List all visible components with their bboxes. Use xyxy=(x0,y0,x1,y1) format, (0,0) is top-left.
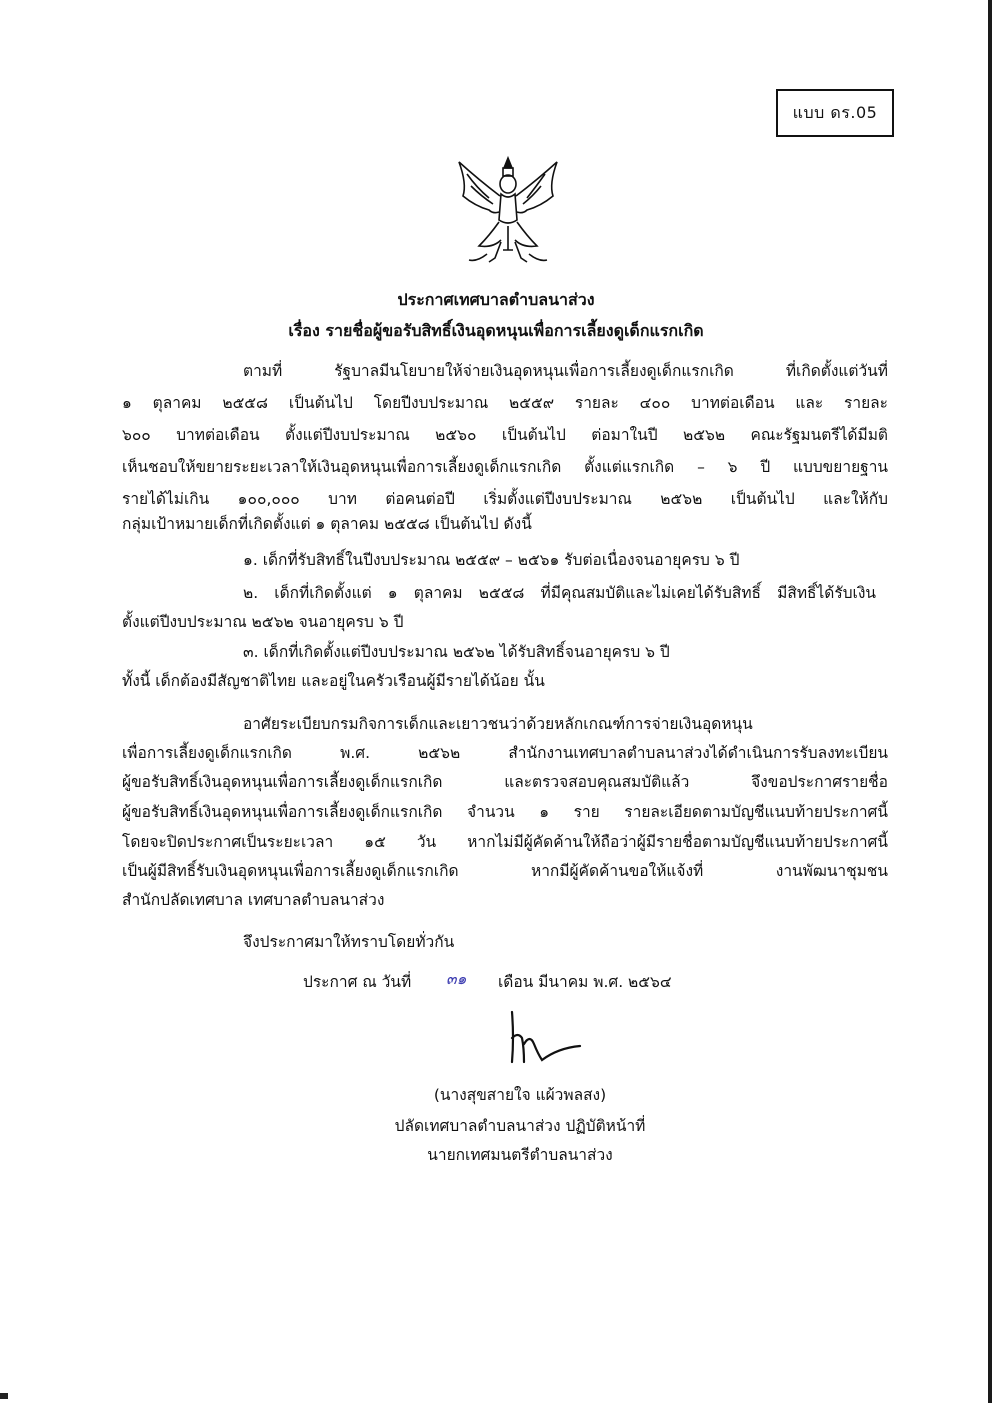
scan-mark xyxy=(0,1393,8,1399)
paragraph-line: เป็นผู้มีสิทธิ์รับเงินอุดหนุนเพื่อการเลี้ยงดูเด็กแรกเกิด หากมีผู้คัดค้านขอให้แจ้งที่ งานพัฒนาชุมชน xyxy=(122,862,888,880)
announcement-subject: เรื่อง รายชื่อผู้ขอรับสิทธิ์เงินอุดหนุนเพื่อการเลี้ยงดูเด็กแรกเกิด xyxy=(288,321,704,340)
paragraph-line: ผู้ขอรับสิทธิ์เงินอุดหนุนเพื่อการเลี้ยงดูเด็กแรกเกิด จำนวน ๑ ราย รายละเอียดตามบัญชีแนบท้ายประกาศนี้ xyxy=(122,803,888,821)
form-code-box xyxy=(776,89,894,137)
garuda-emblem-icon xyxy=(449,150,567,270)
form-code: แบบ ดร.05 xyxy=(792,102,878,122)
signatory-name: (นางสุขสายใจ แผ้วพลสง) xyxy=(433,1086,607,1104)
condition-note: ทั้งนี้ เด็กต้องมีสัญชาติไทย และอยู่ในครัวเรือนผู้มีรายได้น้อย นั้น xyxy=(122,672,545,690)
signature xyxy=(502,1008,582,1066)
list-item: ๑. เด็กที่รับสิทธิ์ในปีงบประมาณ ๒๕๕๙ – ๒๕๖๑ รับต่อเนื่องจนอายุครบ ๖ ปี xyxy=(243,551,740,569)
list-item: ๒. เด็กที่เกิดตั้งแต่ ๑ ตุลาคม ๒๕๕๘ ที่มีคุณสมบัติและไม่เคยได้รับสิทธิ์ มีสิทธิ์ได้รับเงิน xyxy=(243,584,876,602)
closing-line: จึงประกาศมาให้ทราบโดยทั่วกัน xyxy=(243,933,455,951)
paragraph-line: เห็นชอบให้ขยายระยะเวลาให้เงินอุดหนุนเพื่อการเลี้ยงดูเด็กแรกเกิด ตั้งแต่แรกเกิด – ๖ ปี แบบขยายฐาน xyxy=(122,458,888,476)
list-item-continuation: ตั้งแต่ปีงบประมาณ ๒๕๖๒ จนอายุครบ ๖ ปี xyxy=(122,613,404,631)
list-item: ๓. เด็กที่เกิดตั้งแต่ปีงบประมาณ ๒๕๖๒ ได้รับสิทธิ์จนอายุครบ ๖ ปี xyxy=(243,643,670,661)
paragraph-line: โดยจะปิดประกาศเป็นระยะเวลา ๑๕ วัน หากไม่มีผู้คัดค้านให้ถือว่าผู้มีรายชื่อตามบัญชีแนบท้ายประกาศนี้ xyxy=(122,833,888,851)
paragraph-line: รายได้ไม่เกิน ๑๐๐,๐๐๐ บาท ต่อคนต่อปี เริ่มตั้งแต่ปีงบประมาณ ๒๕๖๒ เป็นต้นไป และให้กับ xyxy=(122,490,888,508)
date-prefix: ประกาศ ณ วันที่ xyxy=(303,973,412,991)
scan-edge xyxy=(988,0,992,1403)
date-month-year: เดือน มีนาคม พ.ศ. ๒๕๖๔ xyxy=(498,973,672,991)
paragraph-line: ๖๐๐ บาทต่อเดือน ตั้งแต่ปีงบประมาณ ๒๕๖๐ เป็นต้นไป ต่อมาในปี ๒๕๖๒ คณะรัฐมนตรีได้มีมติ xyxy=(122,426,888,444)
paragraph-line: อาศัยระเบียบกรมกิจการเด็กและเยาวชนว่าด้วยหลักเกณฑ์การจ่ายเงินอุดหนุน xyxy=(243,715,753,733)
paragraph-line: เพื่อการเลี้ยงดูเด็กแรกเกิด พ.ศ. ๒๕๖๒ สำนักงานเทศบาลตำบลนาส่วงได้ดำเนินการรับลงทะเบียน xyxy=(122,744,888,762)
paragraph-line: สำนักปลัดเทศบาล เทศบาลตำบลนาส่วง xyxy=(122,891,385,909)
signatory-position: ปลัดเทศบาลตำบลนาส่วง ปฏิบัติหน้าที่ xyxy=(394,1117,646,1135)
paragraph-line: ตามที่ รัฐบาลมีนโยบายให้จ่ายเงินอุดหนุนเพื่อการเลี้ยงดูเด็กแรกเกิด ที่เกิดตั้งแต่วันที่ xyxy=(243,362,888,380)
paragraph-line: ๑ ตุลาคม ๒๕๕๘ เป็นต้นไป โดยปีงบประมาณ ๒๕๕๙ รายละ ๔๐๐ บาทต่อเดือน และ รายละ xyxy=(122,394,888,412)
date-day: ๓๑ xyxy=(446,970,467,988)
paragraph-line: ผู้ขอรับสิทธิ์เงินอุดหนุนเพื่อการเลี้ยงดูเด็กแรกเกิด และตรวจสอบคุณสมบัติแล้ว จึงขอประกาศรายชื่อ xyxy=(122,773,888,791)
signatory-position-acting: นายกเทศมนตรีตำบลนาส่วง xyxy=(427,1146,613,1164)
announcement-title: ประกาศเทศบาลตำบลนาส่วง xyxy=(397,290,595,309)
paragraph-line: กลุ่มเป้าหมายเด็กที่เกิดตั้งแต่ ๑ ตุลาคม ๒๕๕๘ เป็นต้นไป ดังนี้ xyxy=(122,515,532,533)
